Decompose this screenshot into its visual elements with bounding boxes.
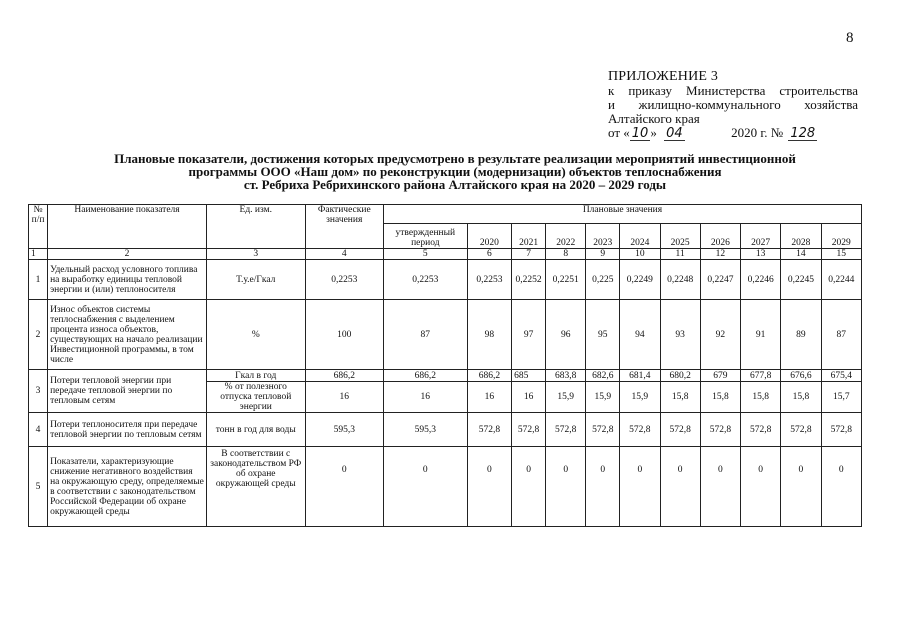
row-year-value: 89 [781,300,821,370]
appendix-line-2: и жилищно-коммунального хозяйства [608,98,858,112]
row-approved: 87 [383,300,467,370]
col-number: 10 [620,249,660,260]
row-approved: 0 [383,447,467,527]
col-number: 13 [741,249,781,260]
header-planned: Плановые значения [383,205,861,224]
indicators-table [28,204,862,527]
row-year-value: 0 [781,447,821,527]
row-unit: Гкал в год [207,370,306,382]
header-year: 2025 [660,224,700,249]
row-year-value: 92 [700,300,740,370]
header-year: 2028 [781,224,821,249]
row-year-value: 675,4 [821,370,861,382]
row-year-value: 572,8 [586,413,620,447]
row-year-value: 572,8 [467,413,512,447]
col-number: 12 [700,249,740,260]
header-year: 2026 [700,224,740,249]
row-year-value: 0,225 [586,260,620,300]
appendix-block [608,70,858,141]
header-year: 2023 [586,224,620,249]
row-actual: 595,3 [305,413,383,447]
row-year-value: 572,8 [781,413,821,447]
row-year-value: 15,8 [741,382,781,413]
row-year-value: 572,8 [741,413,781,447]
row-unit: тонн в год для воды [207,413,306,447]
row-year-value: 572,8 [660,413,700,447]
row-year-value: 97 [512,300,546,370]
row-year-value: 572,8 [821,413,861,447]
row-year-value: 0 [546,447,586,527]
row-year-value: 0,2251 [546,260,586,300]
title-line-1: Плановые показатели, достижения которых предусмотрено в результате реализации мероприятий инвестиционной [114,151,796,166]
header-name: Наименование показателя [48,205,207,249]
col-number: 4 [305,249,383,260]
row-actual: 0,2253 [305,260,383,300]
row-year-value: 0 [586,447,620,527]
row-year-value: 0,2246 [741,260,781,300]
date-mid: » [650,125,657,140]
table-row [29,413,862,447]
row-year-value: 0,2244 [821,260,861,300]
row-year-value: 15,8 [700,382,740,413]
row-no: 2 [29,300,48,370]
row-year-value: 0,2247 [700,260,740,300]
header-year: 2020 [467,224,512,249]
col-number: 6 [467,249,512,260]
row-year-value: 0 [512,447,546,527]
header-year: 2024 [620,224,660,249]
row-year-value: 0,2245 [781,260,821,300]
row-year-value: 15,9 [586,382,620,413]
page-number: 8 [846,30,854,46]
row-actual: 686,2 [305,370,383,382]
date-year: 2020 г. № [731,125,784,140]
header-year: 2022 [546,224,586,249]
row-year-value: 0 [467,447,512,527]
table-row [29,300,862,370]
row-year-value: 95 [586,300,620,370]
row-year-value: 0 [700,447,740,527]
header-no: № п/п [29,205,48,249]
row-approved: 16 [383,382,467,413]
table-row [29,260,862,300]
col-number: 14 [781,249,821,260]
row-year-value: 15,8 [660,382,700,413]
row-no: 3 [29,370,48,413]
row-year-value: 680,2 [660,370,700,382]
title-line-3: ст. Ребриха Ребрихинского района Алтайского края на 2020 – 2029 годы [243,177,667,192]
row-year-value: 681,4 [620,370,660,382]
row-unit: В соответствии с законодательством РФ об охране окружающей среды [207,447,306,527]
row-year-value: 676,6 [781,370,821,382]
table-row [29,370,862,382]
row-name: Износ объектов системы теплоснабжения с выделением процента износа объектов, существующих на начало реализации Инвестиционной программы, в том числе [48,300,207,370]
row-year-value: 15,9 [620,382,660,413]
row-year-value: 87 [821,300,861,370]
header-year: 2029 [821,224,861,249]
appendix-line-3: Алтайского края [608,112,700,126]
row-year-value: 0,2249 [620,260,660,300]
row-year-value: 96 [546,300,586,370]
row-year-value: 679 [700,370,740,382]
row-year-value: 0,2253 [467,260,512,300]
row-name: Показатели, характеризующие снижение негативного воздействия на окружающую среду, определяемые в соответствии с законодательством Российской Федерации об охране окружающей среды [48,447,207,527]
row-year-value: 15,7 [821,382,861,413]
title-line-2: программы ООО «Наш дом» по реконструкции (модернизации) объектов теплоснабжения [188,164,722,179]
header-unit: Ед. изм. [207,205,306,249]
row-year-value: 16 [467,382,512,413]
col-number: 3 [207,249,306,260]
row-year-value: 677,8 [741,370,781,382]
row-year-value: 15,9 [546,382,586,413]
col-number: 9 [586,249,620,260]
header-year: 2027 [741,224,781,249]
row-year-value: 685 [512,370,546,382]
row-approved: 0,2253 [383,260,467,300]
header-actual: Фактические значения [305,205,383,249]
row-no: 5 [29,447,48,527]
row-year-value: 682,6 [586,370,620,382]
row-year-value: 0 [660,447,700,527]
row-name: Удельный расход условного топлива на выработку единицы тепловой энергии и (или) теплоносителя [48,260,207,300]
row-name: Потери теплоносителя при передаче тепловой энергии по тепловым сетям [48,413,207,447]
row-year-value: 572,8 [546,413,586,447]
row-unit: Т.у.е/Гкал [207,260,306,300]
table-row [29,447,862,527]
row-year-value: 0 [821,447,861,527]
row-unit: % [207,300,306,370]
date-prefix: от « [608,125,630,140]
appendix-title: ПРИЛОЖЕНИЕ 3 [608,69,719,84]
row-year-value: 686,2 [467,370,512,382]
appendix-line-1: к приказу Министерства строительства [608,84,858,98]
row-year-value: 0,2248 [660,260,700,300]
row-year-value: 683,8 [546,370,586,382]
row-actual: 0 [305,447,383,527]
row-year-value: 572,8 [512,413,546,447]
col-number: 2 [48,249,207,260]
row-actual: 100 [305,300,383,370]
date-month: 04 [666,126,683,141]
row-year-value: 0,2252 [512,260,546,300]
col-number: 11 [660,249,700,260]
row-year-value: 98 [467,300,512,370]
row-year-value: 0 [620,447,660,527]
row-year-value: 94 [620,300,660,370]
row-actual: 16 [305,382,383,413]
document-title [40,152,870,191]
row-name: Потери тепловой энергии при передаче тепловой энергии по тепловым сетям [48,370,207,413]
col-number: 5 [383,249,467,260]
appendix-date-line [608,126,858,141]
row-year-value: 15,8 [781,382,821,413]
row-year-value: 0 [741,447,781,527]
row-approved: 686,2 [383,370,467,382]
column-number-row [29,249,862,260]
header-year: 2021 [512,224,546,249]
row-no: 1 [29,260,48,300]
row-year-value: 91 [741,300,781,370]
col-number: 15 [821,249,861,260]
row-approved: 595,3 [383,413,467,447]
row-year-value: 572,8 [620,413,660,447]
header-approved: утвержденный период [383,224,467,249]
col-number: 8 [546,249,586,260]
date-day: 10 [631,126,649,141]
row-year-value: 16 [512,382,546,413]
order-number: 128 [790,126,816,141]
col-number: 1 [29,249,48,260]
col-number: 7 [512,249,546,260]
row-unit: % от полезного отпуска тепловой энергии [207,382,306,413]
row-no: 4 [29,413,48,447]
row-year-value: 572,8 [700,413,740,447]
row-year-value: 93 [660,300,700,370]
